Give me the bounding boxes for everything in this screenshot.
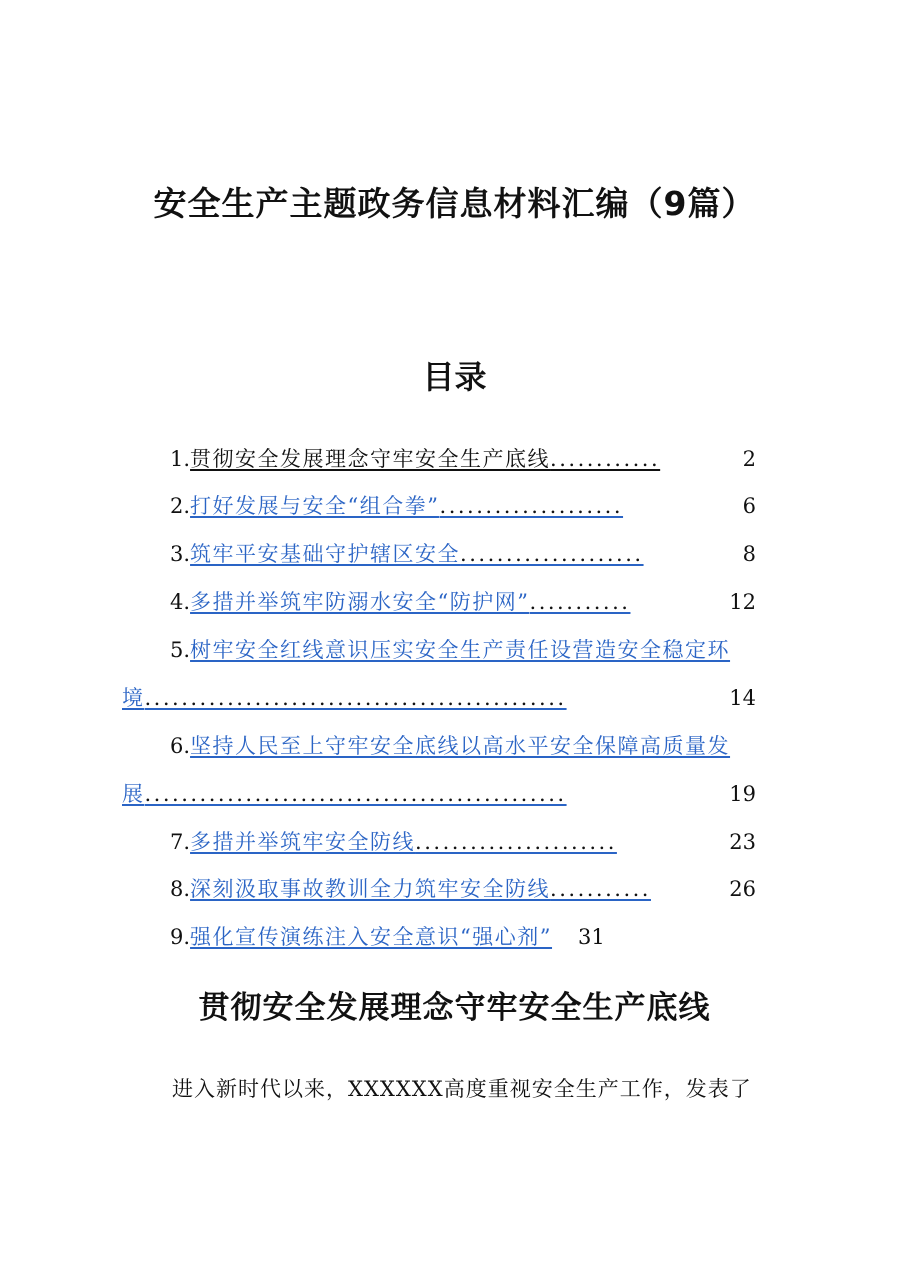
toc-entry-link[interactable]: 坚持人民至上守牢安全底线以高水平安全保障高质量发 bbox=[190, 734, 731, 758]
toc-entry-5-continuation[interactable] bbox=[122, 683, 756, 713]
toc-entry-link[interactable]: 贯彻安全发展理念守牢安全生产底线 bbox=[190, 447, 551, 471]
toc-page-number: 26 bbox=[729, 877, 756, 901]
toc-entry-link-continuation[interactable]: 展 bbox=[122, 782, 145, 806]
toc-heading: 目录 bbox=[422, 358, 487, 396]
toc-entry-link[interactable]: 深刻汲取事故教训全力筑牢安全防线 bbox=[190, 877, 551, 901]
toc-entry-number: 2. bbox=[170, 494, 191, 518]
toc-entry-2[interactable] bbox=[170, 491, 756, 521]
toc-entry-link[interactable]: 多措并举筑牢防溺水安全“防护网” bbox=[190, 590, 530, 614]
toc-entry-9[interactable] bbox=[170, 922, 670, 952]
toc-entry-7[interactable] bbox=[170, 827, 756, 857]
toc-dot-leader: .............................................. bbox=[144, 782, 567, 806]
toc-entry-link[interactable]: 筑牢平安基础守护辖区安全 bbox=[190, 542, 461, 566]
toc-dot-leader: ............ bbox=[550, 447, 661, 471]
toc-dot-leader: ........... bbox=[550, 877, 651, 901]
toc-entry-link[interactable]: 多措并举筑牢安全防线 bbox=[190, 830, 416, 854]
section-title: 贯彻安全发展理念守牢安全生产底线 bbox=[198, 990, 711, 1026]
toc-page-number: 23 bbox=[729, 830, 756, 854]
toc-entry-number: 4. bbox=[170, 590, 191, 614]
toc-entry-link[interactable]: 打好发展与安全“组合拳” bbox=[190, 494, 440, 518]
toc-page-number: 12 bbox=[729, 590, 756, 614]
toc-dot-leader: ...................... bbox=[415, 830, 617, 854]
toc-page-number: 19 bbox=[729, 782, 756, 806]
document-title: 安全生产主题政务信息材料汇编（9篇） bbox=[153, 184, 756, 223]
body-paragraph: 进入新时代以来，XXXXXX高度重视安全生产工作，发表了 bbox=[172, 1077, 752, 1101]
toc-entry-4[interactable] bbox=[170, 587, 756, 617]
toc-entry-link[interactable]: 强化宣传演练注入安全意识“强心剂” bbox=[190, 925, 553, 949]
toc-page-number: 14 bbox=[729, 686, 756, 710]
toc-entry-8[interactable] bbox=[170, 874, 756, 904]
toc-entry-number: 8. bbox=[170, 877, 191, 901]
toc-entry-6[interactable] bbox=[170, 731, 800, 761]
toc-dot-leader: .................... bbox=[460, 542, 644, 566]
toc-dot-leader: .............................................. bbox=[144, 686, 567, 710]
toc-entry-number: 5. bbox=[170, 638, 191, 662]
toc-entry-number: 7. bbox=[170, 830, 191, 854]
toc-page-number: 6 bbox=[742, 494, 756, 518]
toc-page-number: 31 bbox=[578, 925, 605, 949]
toc-entry-link[interactable]: 树牢安全红线意识压实安全生产责任设营造安全稳定环 bbox=[190, 638, 731, 662]
toc-entry-link-continuation[interactable]: 境 bbox=[122, 686, 145, 710]
toc-entry-6-continuation[interactable] bbox=[122, 779, 756, 809]
toc-entry-3[interactable] bbox=[170, 539, 756, 569]
toc-page-number: 8 bbox=[742, 542, 756, 566]
toc-dot-leader: .................... bbox=[439, 494, 624, 518]
toc-entry-number: 9. bbox=[170, 925, 191, 949]
toc-entry-5[interactable] bbox=[170, 635, 800, 665]
toc-page-number: 2 bbox=[742, 447, 756, 471]
toc-entry-number: 3. bbox=[170, 542, 191, 566]
toc-entry-1[interactable] bbox=[170, 444, 756, 474]
toc-entry-number: 6. bbox=[170, 734, 191, 758]
toc-dot-leader: ........... bbox=[529, 590, 631, 614]
toc-entry-number: 1. bbox=[170, 447, 191, 471]
